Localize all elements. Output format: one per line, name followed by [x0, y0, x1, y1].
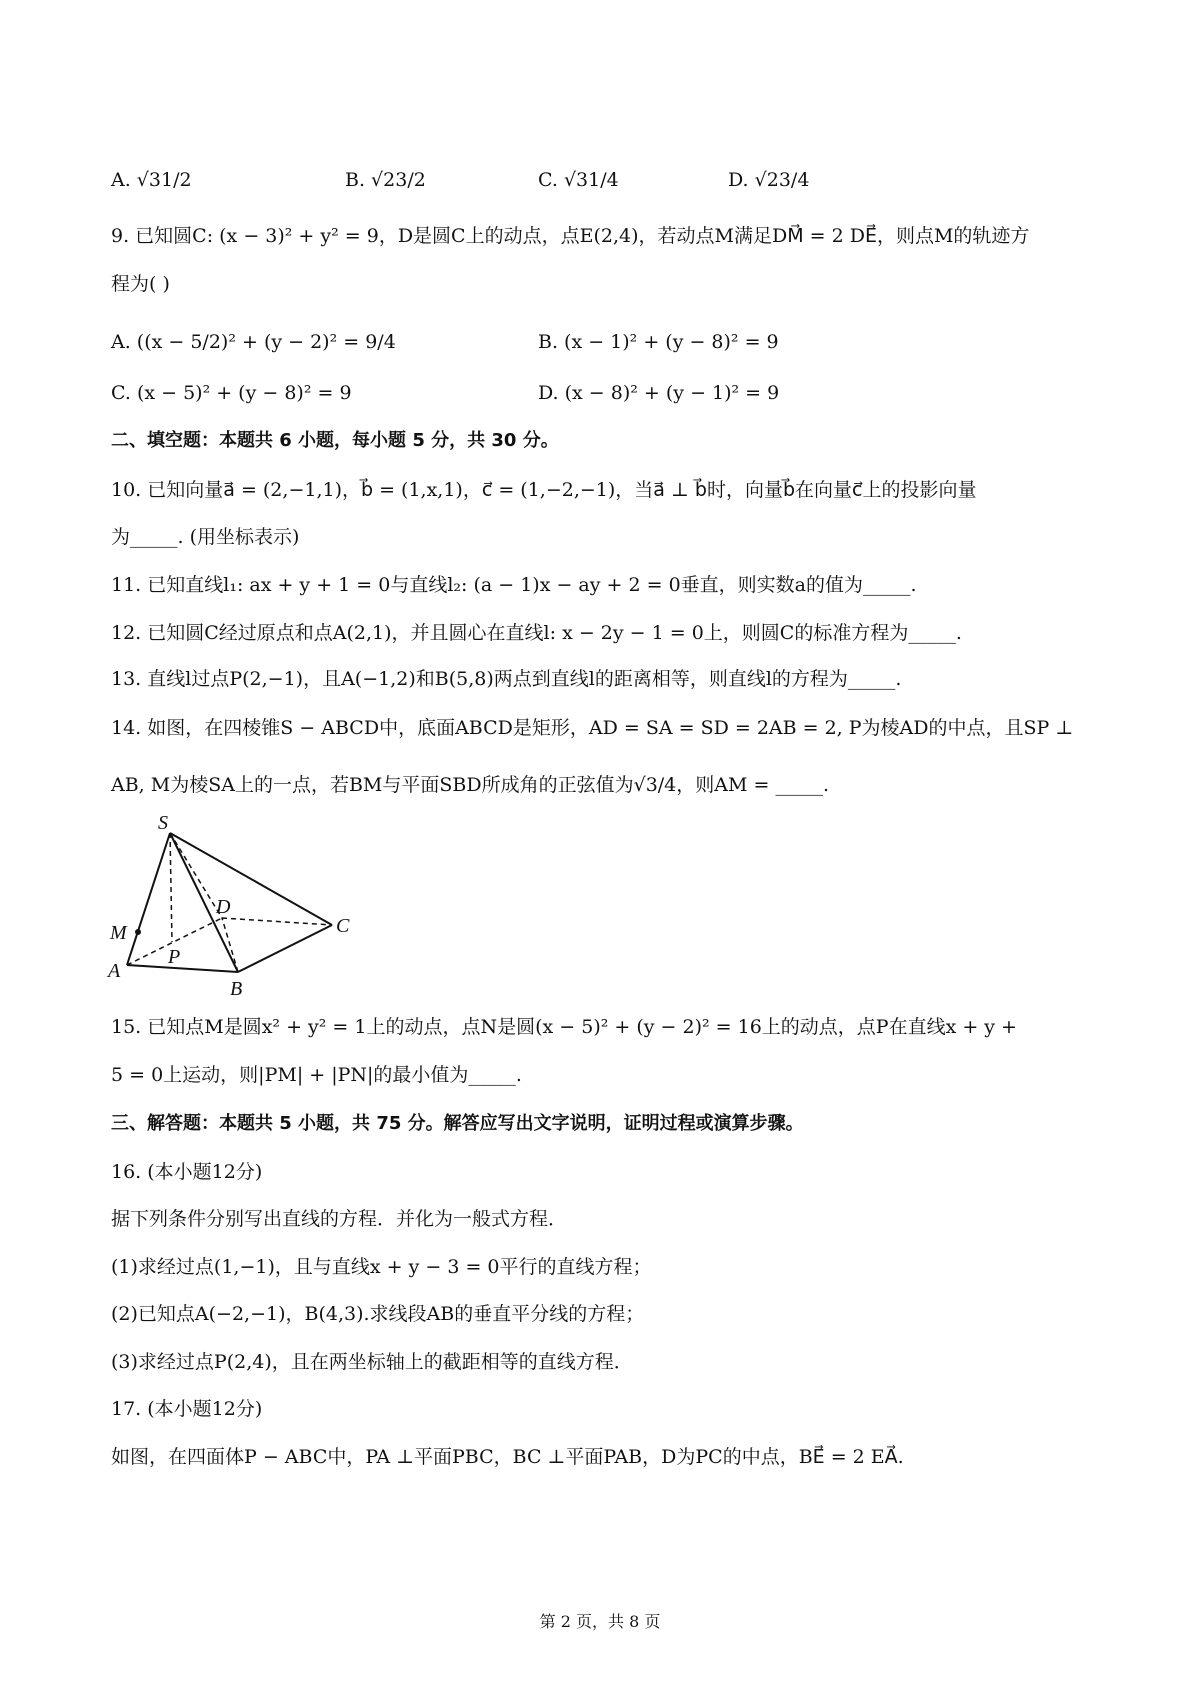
page-footer: 第 2 页，共 8 页	[539, 1612, 661, 1631]
q11: 11. 已知直线l₁: ax + y + 1 = 0与直线l₂: (a − 1)x − ay + 2 = 0垂直，则实数a的值为_____.	[111, 574, 917, 596]
q16-part2: (2)已知点A(−2,−1)，B(4,3).求线段AB的垂直平分线的方程；	[111, 1303, 645, 1325]
section2-heading: 二、填空题：本题共 6 小题，每小题 5 分，共 30 分。	[111, 430, 559, 451]
edge-sp-hidden	[170, 833, 172, 942]
q17-stem: 如图，在四面体P − ABC中，PA ⊥平面PBC，BC ⊥平面PAB，D为PC的中点，BE⃗ = 2 EA⃗.	[111, 1446, 904, 1468]
q12: 12. 已知圆C经过原点和点A(2,1)，并且圆心在直线l: x − 2y − 1 = 0上，则圆C的标准方程为_____.	[111, 622, 962, 644]
label-s: S	[158, 815, 168, 834]
edge-ab	[127, 965, 238, 972]
edge-sd-hidden	[170, 833, 222, 918]
q15-line1: 15. 已知点M是圆x² + y² = 1上的动点，点N是圆(x − 5)² + (y − 2)² = 16上的动点，点P在直线x + y +	[111, 1016, 1017, 1038]
q16-part1: (1)求经过点(1,−1)，且与直线x + y − 3 = 0平行的直线方程；	[111, 1256, 652, 1278]
label-b: B	[230, 978, 243, 1000]
q13: 13. 直线l过点P(2,−1)，且A(−1,2)和B(5,8)两点到直线l的距离相等，则直线l的方程为_____.	[111, 668, 902, 690]
section3-heading: 三、解答题：本题共 5 小题，共 75 分。解答应写出文字说明，证明过程或演算步骤。	[111, 1113, 804, 1134]
q14-line2: AB, M为棱SA上的一点，若BM与平面SBD所成角的正弦值为√3/4，则AM = _____.	[111, 774, 829, 796]
q10-line2: 为_____. (用坐标表示)	[111, 526, 300, 548]
label-m: M	[110, 922, 127, 944]
point-m-dot	[135, 929, 141, 935]
label-c: C	[336, 915, 350, 937]
q16-title: 16. (本小题12分)	[111, 1161, 263, 1183]
edge-dc-hidden	[222, 918, 332, 925]
label-a: A	[108, 960, 121, 982]
q8-option-c: C. √31/4	[538, 169, 619, 191]
q16-intro: 据下列条件分别写出直线的方程．并化为一般式方程．	[111, 1208, 568, 1230]
q17-title: 17. (本小题12分)	[111, 1398, 263, 1420]
label-d: D	[216, 896, 231, 918]
q15-line2: 5 = 0上运动，则|PM| + |PN|的最小值为_____.	[111, 1064, 522, 1086]
q8-option-b: B. √23/2	[345, 169, 426, 191]
q9-stem-line1: 9. 已知圆C: (x − 3)² + y² = 9，D是圆C上的动点，点E(2,4)，若动点M满足DM⃗ = 2 DE⃗，则点M的轨迹方	[111, 225, 1030, 247]
q9-stem-line2: 程为( )	[111, 273, 170, 295]
q9-option-b: B. (x − 1)² + (y − 8)² = 9	[538, 331, 779, 353]
q9-option-d: D. (x − 8)² + (y − 1)² = 9	[538, 382, 780, 404]
label-p: P	[168, 946, 181, 968]
q9-option-a: A. ((x − 5/2)² + (y − 2)² = 9/4	[111, 331, 396, 353]
q16-part3: (3)求经过点P(2,4)，且在两坐标轴上的截距相等的直线方程．	[111, 1351, 633, 1373]
q8-option-d: D. √23/4	[728, 169, 810, 191]
q14-line1: 14. 如图，在四棱锥S − ABCD中，底面ABCD是矩形，AD = SA = SD = 2AB = 2, P为棱AD的中点，且SP ⊥	[111, 717, 1074, 739]
pyramid-figure	[100, 815, 380, 1000]
q9-option-c: C. (x − 5)² + (y − 8)² = 9	[111, 382, 352, 404]
edge-bc	[238, 925, 332, 972]
q10-line1: 10. 已知向量a⃗ = (2,−1,1)，b⃗ = (1,x,1)，c⃗ = (1,−2,−1)，当a⃗ ⊥ b⃗时，向量b⃗在向量c⃗上的投影向量	[111, 479, 977, 501]
q8-option-a: A. √31/2	[111, 169, 192, 191]
edge-sc	[170, 833, 332, 925]
edge-sa	[127, 833, 170, 965]
